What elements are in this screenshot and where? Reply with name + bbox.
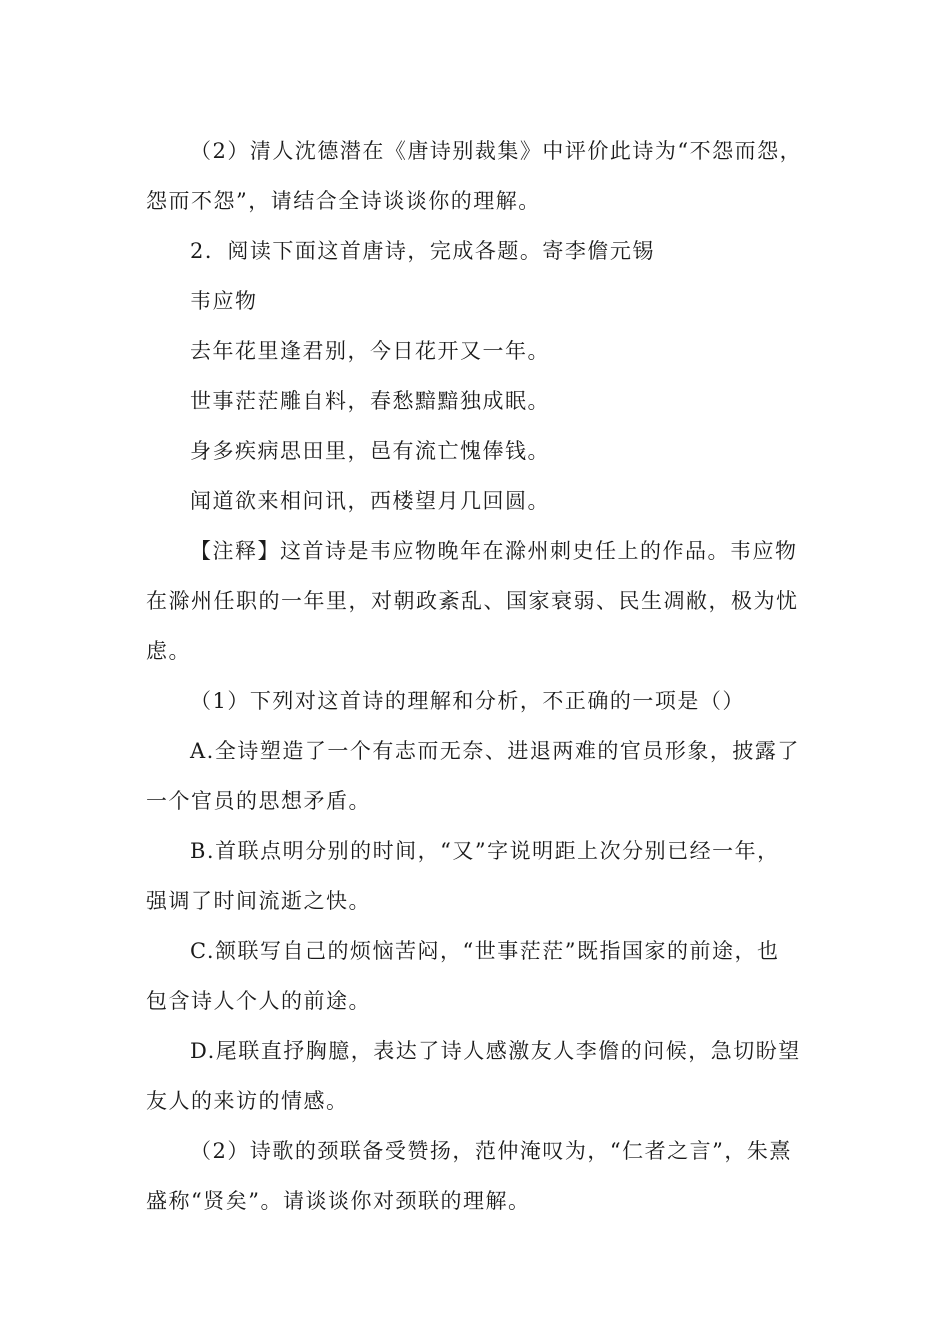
question-2b-prompt-line-2: 盛称“贤矣”。请谈谈你对颈联的理解。: [146, 1189, 531, 1213]
option-a-line-2: 一个官员的思想矛盾。: [146, 789, 371, 813]
poem-line-1: 去年花里逢君别，今日花开又一年。: [190, 339, 550, 363]
option-b-line-1: B.首联点明分别的时间，“又”字说明距上次分别已经一年，: [190, 839, 780, 863]
option-a-line-1: A.全诗塑造了一个有志而无奈、进退两难的官员形象，披露了: [190, 739, 800, 763]
annotation-line-1: 【注释】这首诗是韦应物晚年在滁州刺史任上的作品。韦应物: [190, 539, 798, 563]
option-c-line-1: C.颔联写自己的烦恼苦闷，“世事茫茫”既指国家的前途，也: [190, 939, 780, 963]
section-2-heading: 2．阅读下面这首唐诗，完成各题。寄李儋元锡: [190, 239, 655, 263]
poem-line-2: 世事茫茫雕自料，春愁黯黯独成眠。: [190, 389, 550, 413]
question-2b-prompt-line-1: （2）诗歌的颈联备受赞扬，范仲淹叹为，“仁者之言”，朱熹: [190, 1139, 792, 1163]
poem-line-3: 身多疾病思田里，邑有流亡愧俸钱。: [190, 439, 550, 463]
annotation-line-2: 在滁州任职的一年里，对朝政紊乱、国家衰弱、民生凋敝，极为忧: [146, 589, 799, 613]
option-d-line-1: D.尾联直抒胸臆，表达了诗人感激友人李儋的问候，急切盼望: [190, 1039, 801, 1063]
question-2-prompt-line-2: 怨而不怨”，请结合全诗谈谈你的理解。: [146, 189, 541, 213]
option-d-line-2: 友人的来访的情感。: [146, 1089, 349, 1113]
option-c-line-2: 包含诗人个人的前途。: [146, 989, 371, 1013]
question-2-prompt-line-1: （2）清人沈德潜在《唐诗别裁集》中评价此诗为“不怨而怨，: [190, 139, 803, 163]
option-b-line-2: 强调了时间流逝之快。: [146, 889, 371, 913]
question-1-prompt: （1）下列对这首诗的理解和分析，不正确的一项是（）: [190, 689, 745, 713]
poem-line-4: 闻道欲来相问讯，西楼望月几回圆。: [190, 489, 550, 513]
annotation-line-3: 虑。: [146, 639, 191, 663]
poem-author: 韦应物: [190, 289, 258, 313]
